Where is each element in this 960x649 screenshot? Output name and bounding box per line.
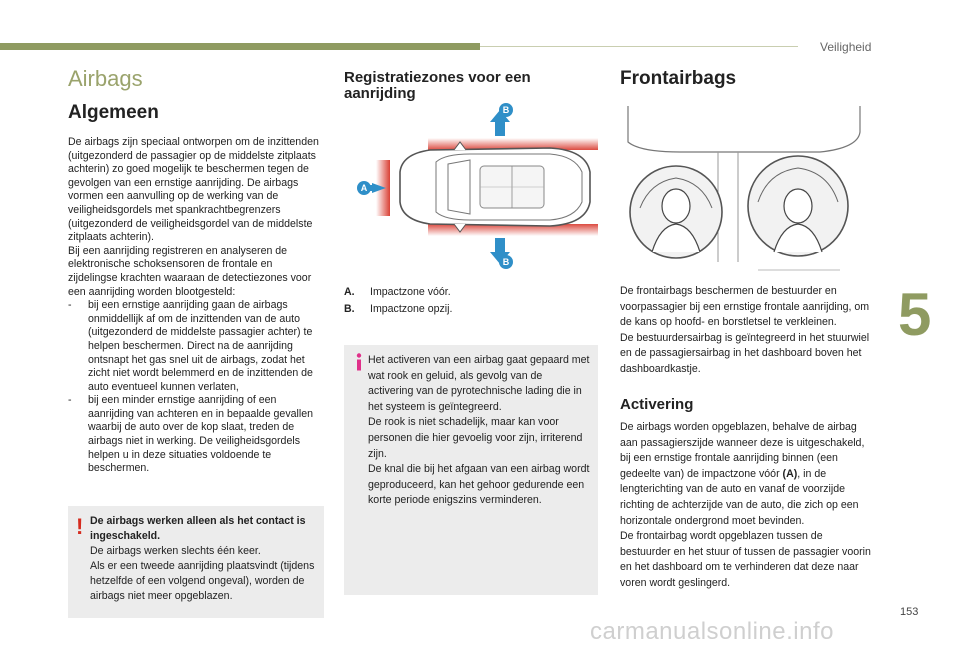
column-general [68, 62, 324, 476]
front-airbags-paragraph: De bestuurdersairbag is geïntegreerd in het stuurwiel en de passagiersairbag in het dashboard boven het dashboardkastje. [620, 331, 870, 375]
front-airbag-illustration [620, 102, 870, 276]
column-impact-zones [344, 62, 600, 102]
marker-b-top-label: B [502, 105, 510, 115]
activation-paragraph: De frontairbag wordt opgeblazen tussen de bestuurder en het stuur of tussen de passagier voorin en het dashboard om te verhinderen dat deze naar voren wordt geslingerd. [620, 530, 871, 589]
info-box [344, 345, 598, 595]
info-icon [354, 353, 364, 371]
driver-head [662, 189, 690, 223]
page-title: Airbags [68, 66, 143, 91]
impact-item [344, 301, 600, 318]
marker-b-bottom-label: B [502, 257, 510, 267]
page-number: 153 [900, 606, 919, 618]
intro-paragraph: De airbags zijn speciaal ontworpen om de inzittenden (uitgezonderd de passagier op de middelste zitplaats achterin) zo goed mogelijk te beschermen tegen de gevolgen van een ernstige aanrijding. De airbags vormen een aanvulling op de werking van de veiligheidsgordels met spankrachtbegrenzers (uitgezonderd de veiligheidsgordel van de middelste zitplaats achterin). [68, 136, 319, 244]
activation-zone-ref: (A) [782, 467, 798, 480]
info-text: De rook is niet schadelijk, maar kan voor personen die hier gevoelig voor zijn, irriterend zijn. [368, 416, 583, 460]
chapter-number: 5 [898, 281, 932, 348]
sensor-paragraph: Bij een aanrijding registreren en analyseren de elektronische schoksensoren de frontale en zijdelingse krachten waaraan de detectiezones voor een aanrijding worden blootgesteld: [68, 244, 312, 298]
warning-icon: ! [76, 514, 84, 539]
section-label: Veiligheid [820, 40, 872, 54]
warning-text: De airbags werken slechts één keer. [90, 545, 261, 557]
section-title-activation: Activering [620, 396, 694, 413]
section-title-front-airbags: Frontairbags [620, 68, 737, 89]
activation-text: De airbags worden opgeblazen, behalve de airbag aan passagierszijde wanneer deze is uitgeschakeld, bij een ernstige frontale aanrijding binnen (een gedeelte van) de impactzone vóór [620, 421, 865, 480]
info-text: De knal die bij het afgaan van een airbag wordt geproduceerd, kan het gehoor gedurende een korte periode enigszins verminderen. [368, 463, 590, 507]
front-airbags-description [620, 284, 876, 378]
info-text: Het activeren van een airbag gaat gepaard met wat rook en geluid, als gevolg van de activering van de pyrotechnische lading die in het systeem is geïntegreerd. [368, 354, 590, 413]
list-item [68, 394, 324, 476]
activation-paragraph [620, 420, 876, 529]
front-airbags-paragraph: De frontairbags beschermen de bestuurder en voorpassagier bij een ernstige frontale aanrijding, om de kans op hoofd- en borstletsel te verkleinen. [620, 285, 870, 329]
header-rule [480, 46, 798, 47]
warning-box [68, 506, 324, 618]
list-item-text: bij een minder ernstige aanrijding of een aanrijding van achteren en in bepaalde gevallen waarbij de auto over de kop slaat, treden de airbags niet in werking. De veiligheidsgordels helpen u in deze situaties voldoende te beschermen. [88, 394, 313, 475]
list-item [68, 299, 324, 394]
impact-item-text: Impactzone vóór. [370, 286, 451, 298]
warning-bold-text: De airbags werken alleen als het contact is ingeschakeld. [90, 515, 306, 542]
passenger-head [784, 189, 812, 223]
list-dash: - [68, 394, 72, 407]
activation-text: , in de lengterichting van de auto en vanaf de voorzijde richting de achterzijde van de auto, die zich op een horizontale ondergrond moet bevinden. [620, 467, 859, 527]
section-title-general: Algemeen [68, 102, 159, 123]
activation-description [620, 420, 876, 592]
watermark: carmanualsonline.info [590, 618, 834, 645]
impact-zone-list [344, 284, 600, 318]
list-dash: - [68, 299, 72, 312]
warning-text: Als er een tweede aanrijding plaatsvindt (tijdens hetzelfde of een volgend ongeval), worden de airbags niet meer opgeblazen. [90, 560, 315, 602]
marker-a-label: A [360, 183, 368, 193]
car-impact-diagram [350, 102, 600, 272]
column-front-airbags [620, 62, 876, 90]
impact-item-text: Impactzone opzij. [370, 303, 453, 315]
impact-item-label: B. [344, 303, 355, 315]
section-title-impact-zones: Registratiezones voor een aanrijding [344, 69, 531, 102]
impact-item [344, 284, 600, 301]
list-item-text: bij een ernstige aanrijding gaan de airbags onmiddellijk af om de inzittenden van de auto (uitgezonderd de middelste passagier achter) te helpen beschermen. Direct na de aanrijding ontsnapt het gas snel uit de airbags, zodat het zicht niet wordt belemmerd en de inzittenden de auto eventueel kunnen verlaten, [88, 299, 313, 393]
impact-item-label: A. [344, 286, 355, 298]
header-accent-bar [0, 43, 480, 50]
